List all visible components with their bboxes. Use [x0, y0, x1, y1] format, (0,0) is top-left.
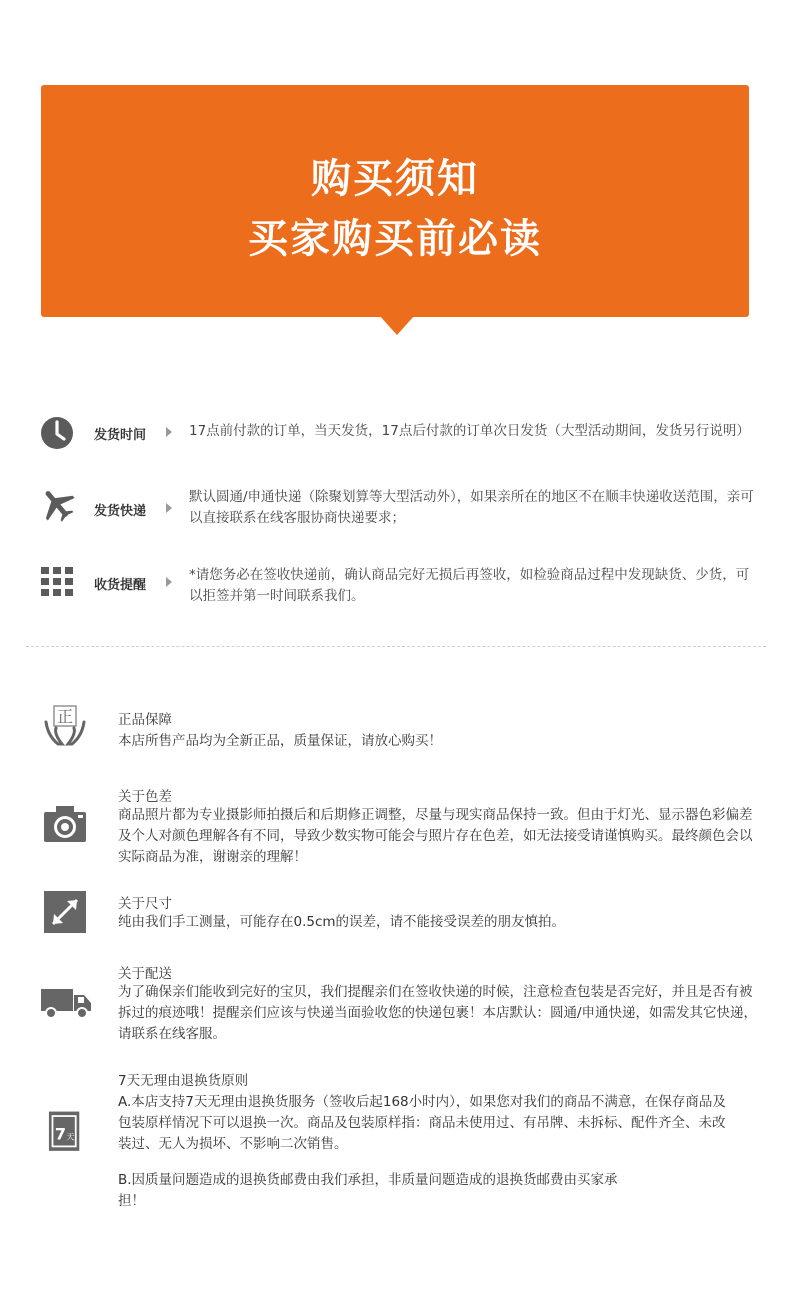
- notice-title: 正品保障: [118, 712, 172, 728]
- notice-title: 关于配送: [118, 966, 172, 982]
- chevron-right-icon: [166, 427, 172, 437]
- shipping-text: 17点前付款的订单，当天发货，17点后付款的订单次日发货（大型活动期间，发货另行说明）: [189, 423, 750, 439]
- banner-subtitle: 买家购买前必读: [248, 216, 542, 262]
- airplane-icon: [38, 486, 76, 524]
- notice-text: 为了确保亲们能收到完好的宝贝，我们提醒亲们在签收快递的时候，注意检查包装是否完好，并且是否有被拆过的痕迹哦！提醒亲们应该与快递当面验收您的快递包裹！本店默认：圆通/申通快递，如需发其它快递，请联系在线客服。: [118, 984, 758, 1042]
- shipping-text: *请您务必在签收快递前，确认商品完好无损后再签收，如检验商品过程中发现缺货、少货，可以拒签并第一时间联系我们。: [189, 567, 750, 604]
- banner-pointer: [379, 315, 415, 335]
- seven-day-icon: [40, 1108, 90, 1158]
- header-banner: [41, 85, 749, 317]
- seven-icon-number: 7: [54, 1124, 67, 1144]
- seven-icon-day: 天: [66, 1132, 75, 1142]
- shipping-text: 默认圆通/申通快递（除聚划算等大型活动外），如果亲所在的地区不在顺丰快递收送范围，亲可以直接联系在线客服协商快递要求；: [189, 489, 754, 526]
- notice-text: 本店所售产品均为全新正品，质量保证，请放心购买！: [118, 733, 442, 749]
- notice-text-b: B.因质量问题造成的退换货邮费由我们承担，非质量问题造成的退换货邮费由买家承担！: [118, 1172, 618, 1209]
- notice-text: 纯由我们手工测量，可能存在0.5cm的误差，请不能接受误差的朋友慎拍。: [118, 914, 566, 930]
- delivery-truck-icon: [40, 975, 94, 1025]
- clock-icon: [38, 414, 76, 452]
- notice-text: 商品照片都为专业摄影师拍摄后和后期修正调整，尽量与现实商品保持一致。但由于灯光、显示器色彩偏差及个人对颜色理解各有不同，导致少数实物可能会与照片存在色差，如无法接受请谨慎购买。最终颜色会以实际商品为准，谢谢亲的理解！: [118, 807, 753, 865]
- notice-text-a: A.本店支持7天无理由退换货服务（签收后起168小时内），如果您对我们的商品不满意，在保存商品及包装原样情况下可以退换一次。商品及包装原样指：商品未使用过、有吊牌、未拆标、配件齐全、未改装过、无人为损坏、不影响二次销售。: [118, 1094, 726, 1152]
- shipping-label: 收货提醒: [94, 578, 147, 593]
- chevron-right-icon: [166, 503, 172, 513]
- grid-icon: [38, 563, 76, 601]
- shipping-label: 发货快递: [94, 504, 147, 519]
- banner-title: 购买须知: [311, 156, 479, 202]
- dashed-divider: [26, 646, 766, 647]
- notice-title: 关于色差: [118, 789, 172, 805]
- resize-arrow-icon: [40, 887, 90, 937]
- chevron-right-icon: [166, 577, 172, 587]
- genuine-hands-icon: [40, 702, 90, 752]
- camera-icon: [40, 800, 90, 850]
- genuine-icon-text: 正: [56, 707, 74, 726]
- notice-title: 关于尺寸: [118, 896, 172, 912]
- notice-title: 7天无理由退换货原则: [118, 1073, 249, 1089]
- shipping-label: 发货时间: [94, 428, 147, 443]
